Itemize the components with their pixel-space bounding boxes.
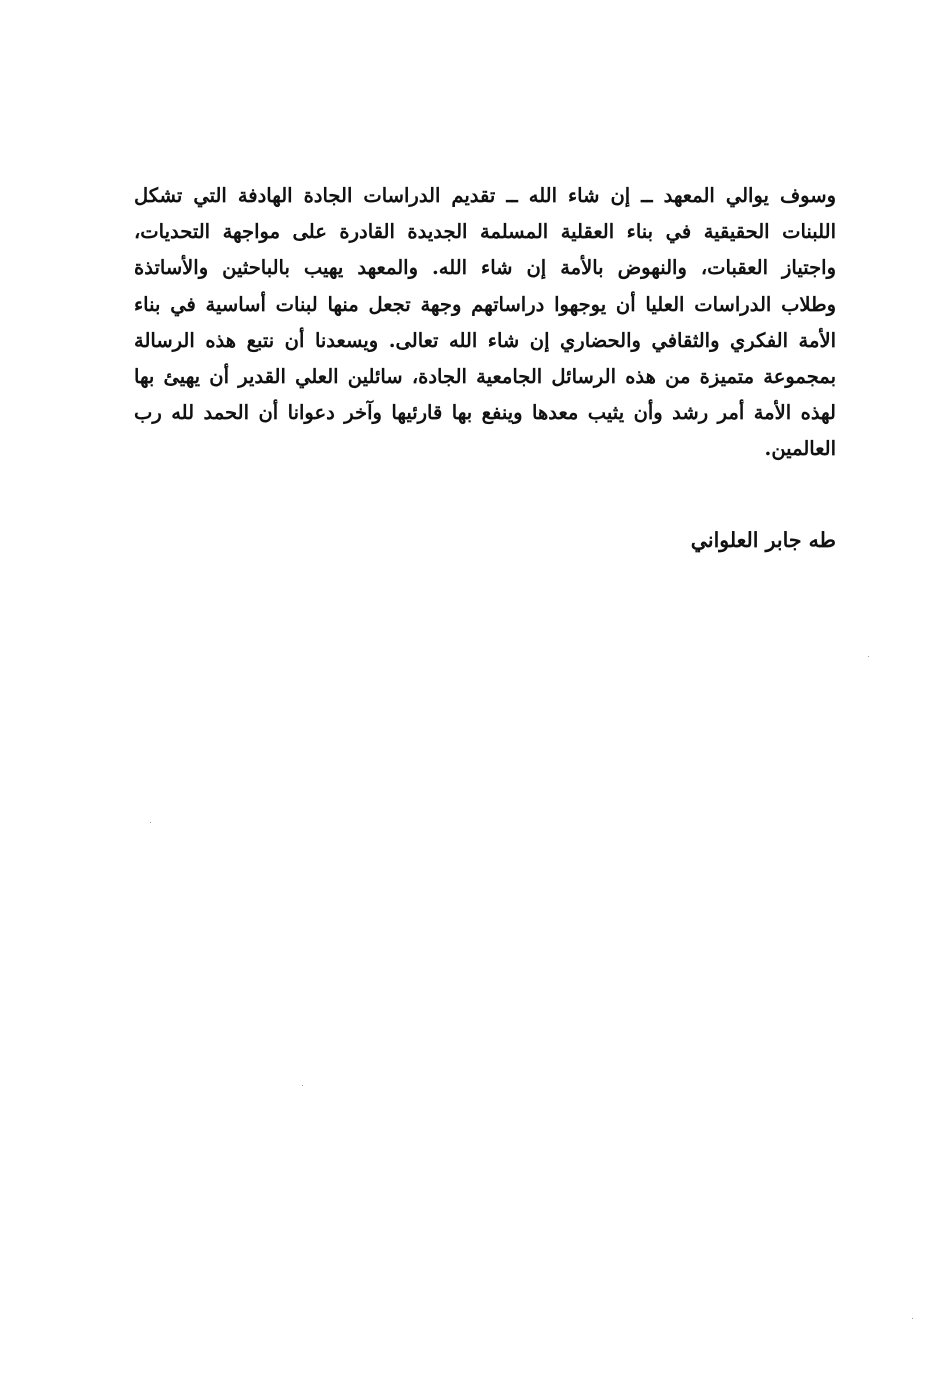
scan-speck — [150, 822, 151, 823]
paragraph-line-4: وطلاب الدراسات العليا أن يوجهوا دراساتهم وجهة تجعل منها لبنات أساسية في بناء — [134, 292, 836, 316]
scan-speck — [868, 656, 869, 657]
paragraph-line-7: لهذه الأمة أمر رشد وأن يثيب معدها وينفع بها قارئيها وآخر دعوانا أن الحمد لله رب — [134, 401, 836, 425]
author-signature: طه جابر العلواني — [690, 528, 836, 552]
paragraph-line-8: العالمين. — [764, 437, 836, 461]
paragraph-line-2: اللبنات الحقيقية في بناء العقلية المسلمة الجديدة القادرة على مواجهة التحديات، — [134, 220, 836, 244]
paragraph-line-5: الأمة الفكري والثقافي والحضاري إن شاء الله تعالى. ويسعدنا أن نتبع هذه الرسالة — [134, 328, 836, 352]
paragraph-line-3: واجتياز العقبات، والنهوض بالأمة إن شاء الله. والمعهد يهيب بالباحثين والأساتذة — [134, 256, 836, 280]
paragraph-line-6: بمجموعة متميزة من هذه الرسائل الجامعية الجادة، سائلين العلي القدير أن يهيئ بها — [134, 364, 836, 388]
scan-speck — [302, 1085, 303, 1086]
body-paragraph — [134, 178, 836, 468]
paragraph-line-1: وسوف يوالي المعهد ــ إن شاء الله ــ تقديم الدراسات الجادة الهادفة التي تشكل — [134, 184, 836, 207]
scan-speck — [912, 1318, 913, 1319]
